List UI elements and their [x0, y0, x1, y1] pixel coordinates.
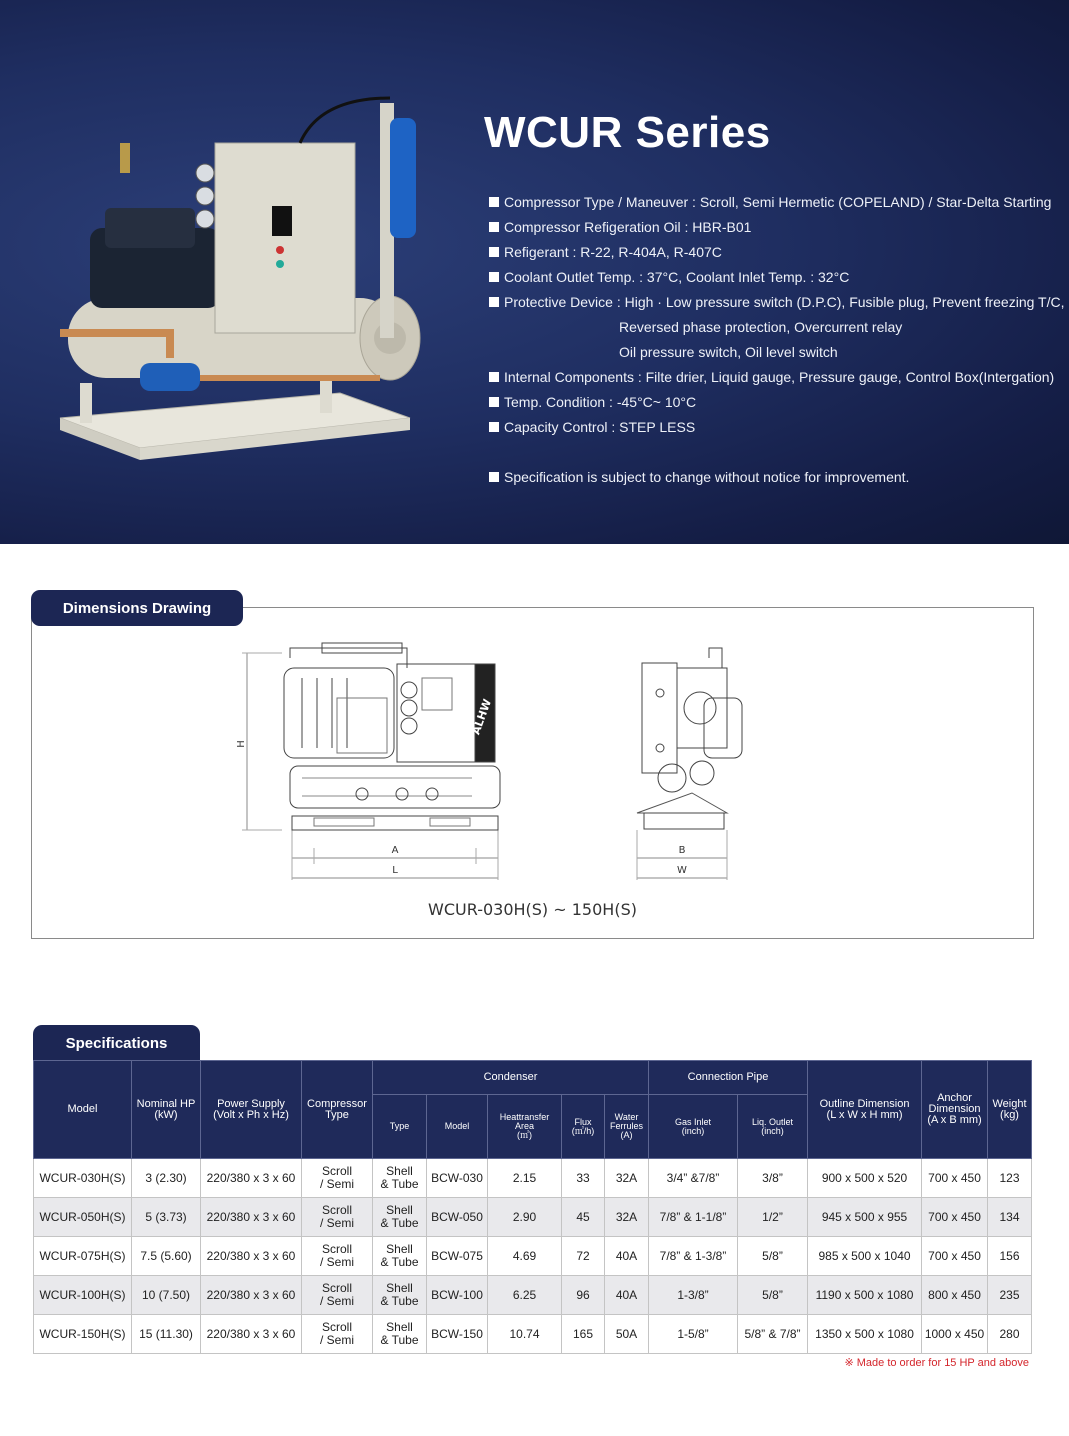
panel-logo-text: ALHW [469, 697, 495, 737]
bullet-square-icon [489, 247, 499, 257]
feature-item: Compressor Type / Maneuver : Scroll, Semi Hermetic (COPELAND) / Star-Delta Starting [488, 190, 1064, 215]
bullet-square-icon [489, 372, 499, 382]
tab-specifications: Specifications [33, 1025, 200, 1061]
header-outline-dimension: Outline Dimension (L x W x H mm) [808, 1061, 922, 1159]
feature-item: Compressor Refigeration Oil : HBR-B01 [488, 215, 1064, 240]
header-connection-pipe: Connection Pipe [649, 1061, 808, 1095]
header-weight: Weight (kg) [988, 1061, 1032, 1159]
made-to-order-note: ※ Made to order for 15 HP and above [844, 1357, 1029, 1369]
label-a: A [391, 845, 399, 856]
table-row: WCUR-050H(S) 5 (3.73) 220/380 x 3 x 60 Scroll / Semi Shell & Tube BCW-050 2.90 45 32A 7/8” & 1-1/8” 1/2” 945 x 500 x 955 700 x 450 134 [34, 1198, 1032, 1237]
header-compressor-type: Compressor Type [302, 1061, 373, 1159]
header-nominal-hp: Nominal HP (kW) [132, 1061, 201, 1159]
table-row: WCUR-075H(S) 7.5 (5.60) 220/380 x 3 x 60 Scroll / Semi Shell & Tube BCW-075 4.69 72 40A 7/8” & 1-3/8” 5/8” 985 x 500 x 1040 700 x 450 156 [34, 1237, 1032, 1276]
page-title: WCUR Series [484, 108, 771, 157]
label-h: H [236, 740, 247, 748]
header-condenser-model: Model [427, 1095, 488, 1159]
feature-item: Protective Device : High · Low pressure switch (D.P.C), Fusible plug, Prevent freezing T/C, [488, 290, 1064, 315]
feature-item: Internal Components : Filte drier, Liquid gauge, Pressure gauge, Control Box(Intergation) [488, 365, 1064, 390]
label-w: W [677, 865, 687, 876]
feature-item: Capacity Control : STEP LESS [488, 415, 1064, 440]
bullet-square-icon [489, 222, 499, 232]
header-flux: Flux (㎥/h) [562, 1095, 605, 1159]
header-type: Type [373, 1095, 427, 1159]
drawing-caption: WCUR-030H(S) ~ 150H(S) [428, 900, 637, 919]
feature-item: Temp. Condition : -45°C~ 10°C [488, 390, 1064, 415]
bullet-square-icon [489, 472, 499, 482]
label-b: B [678, 845, 686, 856]
dimensions-drawing [32, 608, 1033, 898]
table-row: WCUR-030H(S) 3 (2.30) 220/380 x 3 x 60 Scroll / Semi Shell & Tube BCW-030 2.15 33 32A 3/4” &7/8” 3/8” 900 x 500 x 520 700 x 450 123 [34, 1159, 1032, 1198]
header-power-supply: Power Supply (Volt x Ph x Hz) [201, 1061, 302, 1159]
feature-item: Refigerant : R-22, R-404A, R-407C [488, 240, 1064, 265]
header-heattransfer-area: Heattransfer Area (㎡) [488, 1095, 562, 1159]
tab-dimensions-drawing: Dimensions Drawing [31, 590, 243, 626]
table-row: WCUR-100H(S) 10 (7.50) 220/380 x 3 x 60 Scroll / Semi Shell & Tube BCW-100 6.25 96 40A 1-3/8” 5/8” 1190 x 500 x 1080 800 x 450 235 [34, 1276, 1032, 1315]
header-liq-outlet: Liq. Outlet (inch) [738, 1095, 808, 1159]
product-image [50, 88, 440, 488]
header-model: Model [34, 1061, 132, 1159]
hero-banner [0, 0, 1069, 544]
bullet-square-icon [489, 197, 499, 207]
feature-item-continuation: Reversed phase protection, Overcurrent relay [619, 319, 903, 335]
bullet-square-icon [489, 272, 499, 282]
bullet-square-icon [489, 297, 499, 307]
feature-notice: Specification is subject to change without notice for improvement. [488, 465, 1064, 490]
feature-list [488, 190, 1064, 490]
header-gas-inlet: Gas Inlet (inch) [649, 1095, 738, 1159]
label-l: L [392, 865, 398, 876]
header-anchor-dimension: Anchor Dimension (A x B mm) [922, 1061, 988, 1159]
specifications-table [33, 1060, 1032, 1354]
bullet-square-icon [489, 422, 499, 432]
bullet-square-icon [489, 397, 499, 407]
table-row: WCUR-150H(S) 15 (11.30) 220/380 x 3 x 60 Scroll / Semi Shell & Tube BCW-150 10.74 165 50A 1-5/8” 5/8” & 7/8” 1350 x 500 x 1080 1000 x 450 280 [34, 1315, 1032, 1354]
header-condenser: Condenser [373, 1061, 649, 1095]
feature-item-continuation: Oil pressure switch, Oil level switch [619, 344, 838, 360]
header-water-ferrules: Water Ferrules (A) [605, 1095, 649, 1159]
feature-item: Coolant Outlet Temp. : 37°C, Coolant Inlet Temp. : 32°C [488, 265, 1064, 290]
dimensions-panel [31, 607, 1034, 939]
